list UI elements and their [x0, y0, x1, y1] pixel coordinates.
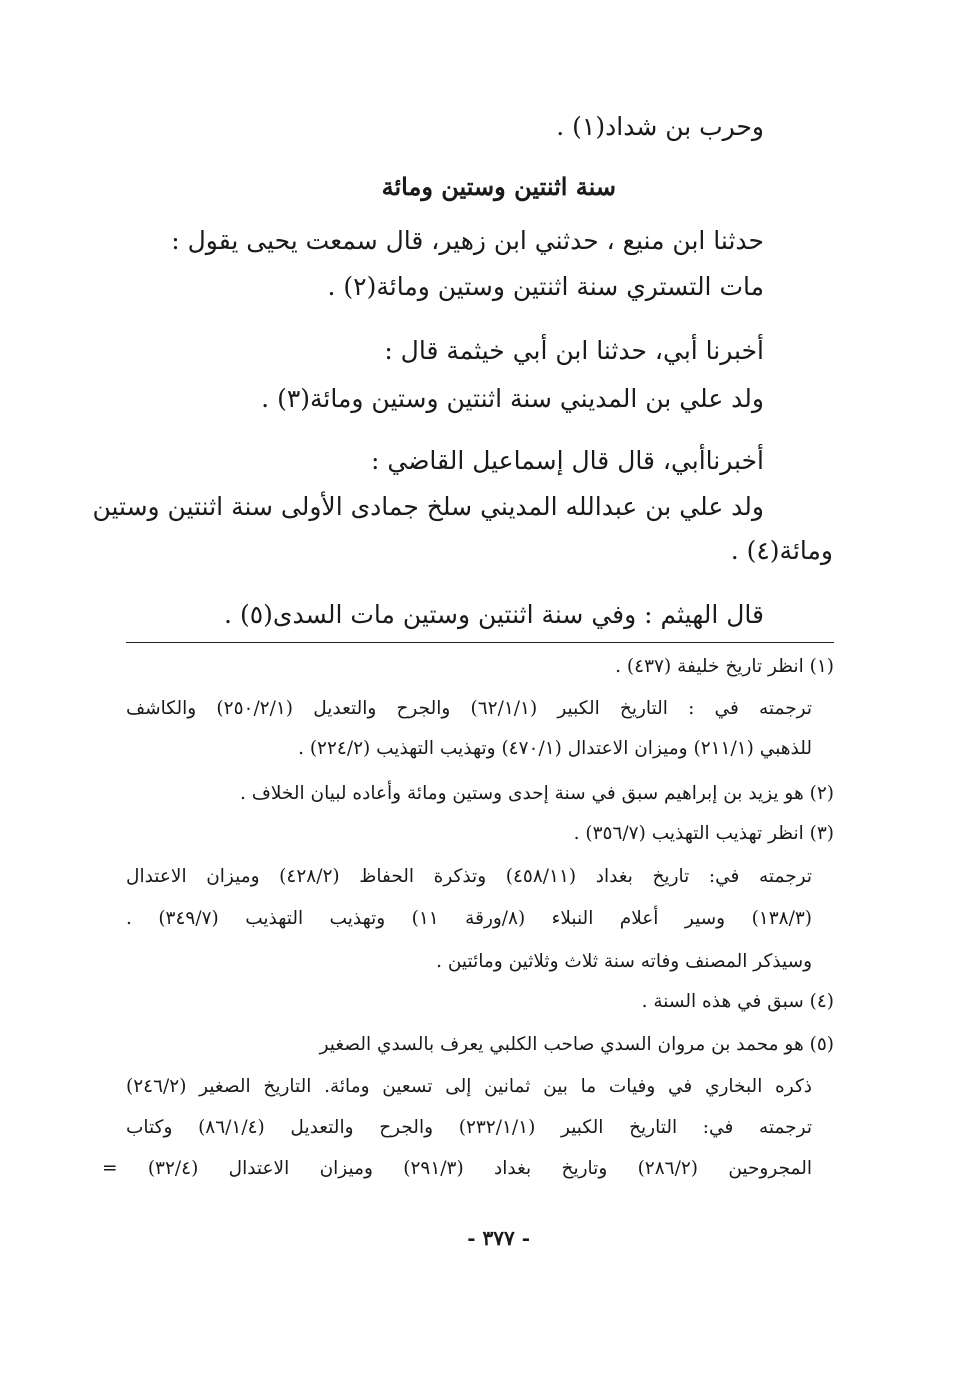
- footnote-line: (١) انظر تاريخ خليفة (٤٣٧) .: [615, 656, 834, 677]
- text-line: قال الهيثم : وفي سنة اثنتين وستين مات السدى(٥) .: [224, 600, 764, 629]
- footnote-line: ذكره البخاري في وفيات ما بين ثمانين إلى تسعين ومائة. التاريخ الصغير (٢٤٦/٢): [126, 1076, 812, 1097]
- footnote-separator: [126, 642, 834, 643]
- footnote-line: ترجمته في : التاريخ الكبير (٦٢/١/١) والجرح والتعديل (٢٥٠/٢/١) والكاشف: [126, 698, 813, 719]
- footnote-line: (١٣٨/٣) وسير أعلام النبلاء (٨/ورقة ١١) وتهذيب التهذيب (٣٤٩/٧) .: [126, 908, 812, 929]
- text-line: ومائة(٤) .: [730, 536, 833, 565]
- text-line: وحرب بن شداد(١) .: [556, 112, 764, 141]
- page-number: - ٣٧٧ -: [467, 1226, 530, 1250]
- footnote-line: وسيذكر المصنف وفاته سنة ثلاث وثلاثين ومائتين .: [436, 951, 812, 972]
- text-line: ولد علي بن المديني سنة اثنتين وستين ومائة(٣) .: [261, 384, 764, 413]
- footnote-line: (٤) سبق في هذه السنة .: [641, 991, 834, 1012]
- footnote-line: للذهبي (٢١١/١) وميزان الاعتدال (٤٧٠/١) وتهذيب التهذيب (٢٢٤/٢) .: [298, 738, 812, 759]
- footnote-line: (٣) انظر تهذيب التهذيب (٣٥٦/٧) .: [573, 823, 834, 844]
- text-line: مات التستري سنة اثنتين وستين ومائة(٢) .: [327, 272, 764, 301]
- footnote-line: ترجمته في: تاريخ بغداد (٤٥٨/١١) وتذكرة الحفاظ (٤٢٨/٢) وميزان الاعتدال: [126, 866, 812, 887]
- text-line: حدثنا ابن منيع ، حدثني ابن زهير، قال سمعت يحيى يقول :: [171, 226, 764, 255]
- text-line: أخبرناأبي، قال قال إسماعيل القاضي :: [371, 446, 764, 475]
- footnote-line: المجروحين (٢٨٦/٢) وتاريخ بغداد (٢٩١/٣) وميزان الاعتدال (٣٢/٤) =: [102, 1158, 812, 1179]
- footnote-line: ترجمته في: التاريخ الكبير (٢٣٢/١/١) والجرح والتعديل (٨٦/١/٤) وكتاب: [126, 1117, 812, 1138]
- footnote-line: (٢) هو يزيد بن إبراهيم سبق في سنة إحدى وستين ومائة وأعاده لبيان الخلاف .: [239, 783, 834, 804]
- footnote-line: (٥) هو محمد بن مروان السدي صاحب الكلبي يعرف بالسدي الصغير: [319, 1034, 834, 1055]
- section-heading: سنة اثنتين وستين ومائة: [381, 172, 616, 201]
- text-line: أخبرنا أبي، حدثنا ابن أبي خيثمة قال :: [384, 336, 764, 365]
- text-line: ولد علي بن عبدالله المديني سلخ جمادى الأولى سنة اثنتين وستين: [92, 492, 764, 521]
